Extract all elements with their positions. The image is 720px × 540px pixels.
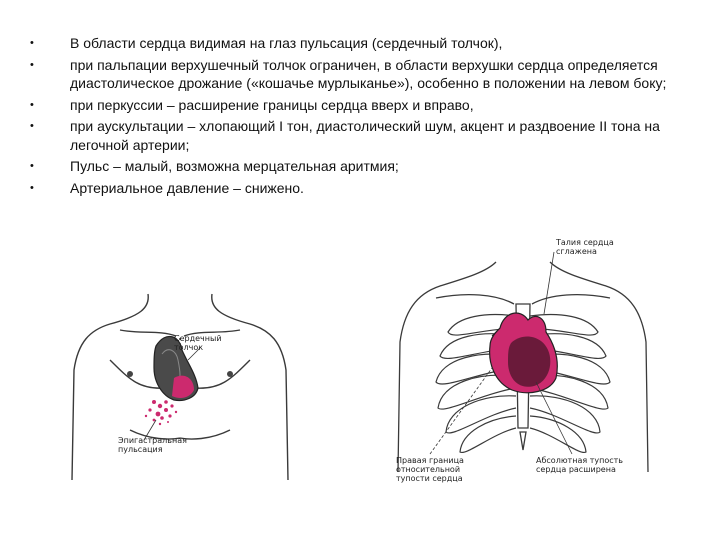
label-right-border: Правая граница относительной тупости сердца xyxy=(396,456,464,483)
nipple-icon xyxy=(127,371,133,377)
bullet-item: • Пульс – малый, возможна мерцательная аритмия; xyxy=(30,158,399,174)
nipple-icon xyxy=(227,371,233,377)
label-absolute-dullness: Абсолютная тупость сердца расширена xyxy=(536,456,623,474)
bullet-dot: • xyxy=(30,58,34,71)
symptom-list xyxy=(30,34,670,200)
bullet-item: • В области сердца видимая на глаз пульсация (сердечный толчок), xyxy=(30,35,503,51)
bullet-dot: • xyxy=(30,98,34,111)
bullet-item: • при перкуссии – расширение границы сердца вверх и вправо, xyxy=(30,96,474,113)
bullet-dot: • xyxy=(30,181,34,194)
absolute-dullness-zone xyxy=(508,336,550,386)
bullet-item: • Артериальное давление – снижено. xyxy=(30,179,304,196)
figure-ribcage-heart xyxy=(396,232,650,494)
ribcage-illustration xyxy=(396,232,650,494)
epigastric-pulsation-dots xyxy=(145,400,177,425)
bullet-dot: • xyxy=(30,37,34,49)
figure-chest-pulsation xyxy=(70,290,290,480)
label-epigastric-pulsation: Эпигастральная пульсация xyxy=(118,436,187,454)
bullet-item: • при аускультации – хлопающий I тон, диастолический шум, акцент и раздвоение II тона на легочной артерии; xyxy=(30,118,660,153)
label-heart-impulse: Сердечный толчок xyxy=(174,334,222,352)
bullet-dot: • xyxy=(30,120,34,132)
bullet-dot: • xyxy=(30,160,34,172)
label-heart-waist: Талия сердца сглажена xyxy=(556,238,614,256)
bullet-item: • при пальпации верхушечный толчок ограничен, в области верхушки сердца определяется диастолическое дрожание («кошачье мурлыканье»), особенно в положении на левом боку; xyxy=(30,56,667,91)
